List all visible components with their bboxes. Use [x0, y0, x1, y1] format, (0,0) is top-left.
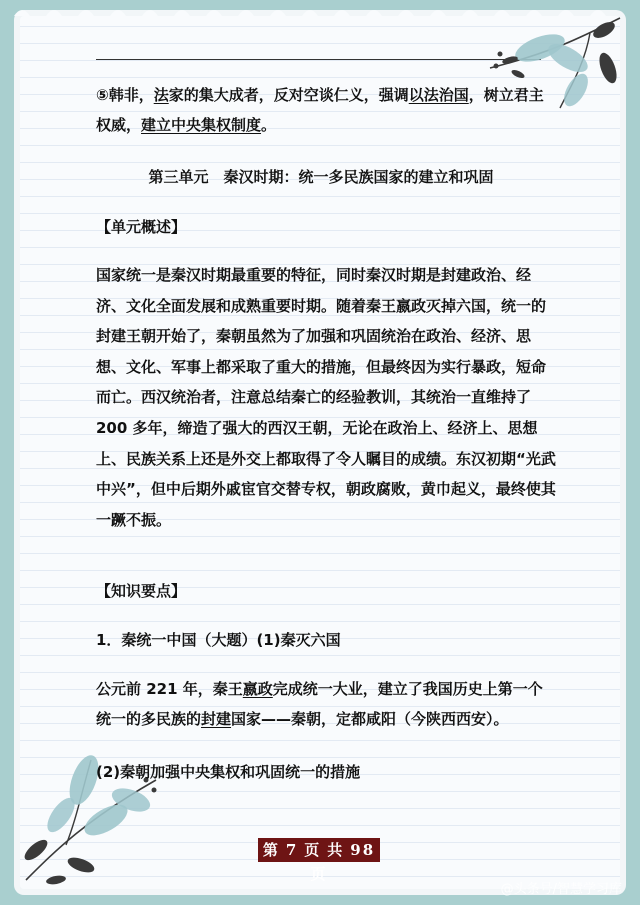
item1-heading: 1．秦统一中国（大题）(1)秦灭六国	[96, 631, 341, 649]
paragraph-hanfei: ⑤韩非，法家的集大成者，反对空谈仁义，强调以法治国，树立君主权威，建立中央集权制度。	[96, 86, 544, 134]
page-number-badge: 第 7 页 共 98页	[258, 838, 380, 862]
overview-body: 国家统一是秦汉时期最重要的特征，同时秦汉时期是封建政治、经济、文化全面发展和成熟重要时期。随着秦王嬴政灭掉六国，统一的封建王朝开始了，秦朝虽然为了加强和巩固统治在政治、经济、思想、文化、军事上都采取了重大的措施，但最终因为实行暴政，短命而亡。西汉统治者，注意总结秦亡的经验教训，其统治一直维持了 200 多年，缔造了强大的西汉王朝，无论在政治上、经济上、思想上、民族关系上还是外交上都取得了令人瞩目的成绩。东汉初期“光武中兴”，但中后期外戚宦官交替专权，朝政腐败，黄巾起义，最终使其一蹶不振。	[96, 266, 556, 529]
watermark: @头条号/智慧学习库	[500, 882, 622, 897]
item1-body: 公元前 221 年，秦王嬴政完成统一大业，建立了我国历史上第一个统一的多民族的封建国家——秦朝，定都咸阳（今陕西西安）。	[96, 680, 543, 728]
item2-heading: (2)秦朝加强中央集权和巩固统一的措施	[96, 763, 361, 781]
points-heading: 【知识要点】	[96, 582, 187, 600]
overview-heading: 【单元概述】	[96, 218, 187, 236]
unit-title: 第三单元 秦汉时期：统一多民族国家的建立和巩固	[148, 168, 494, 186]
